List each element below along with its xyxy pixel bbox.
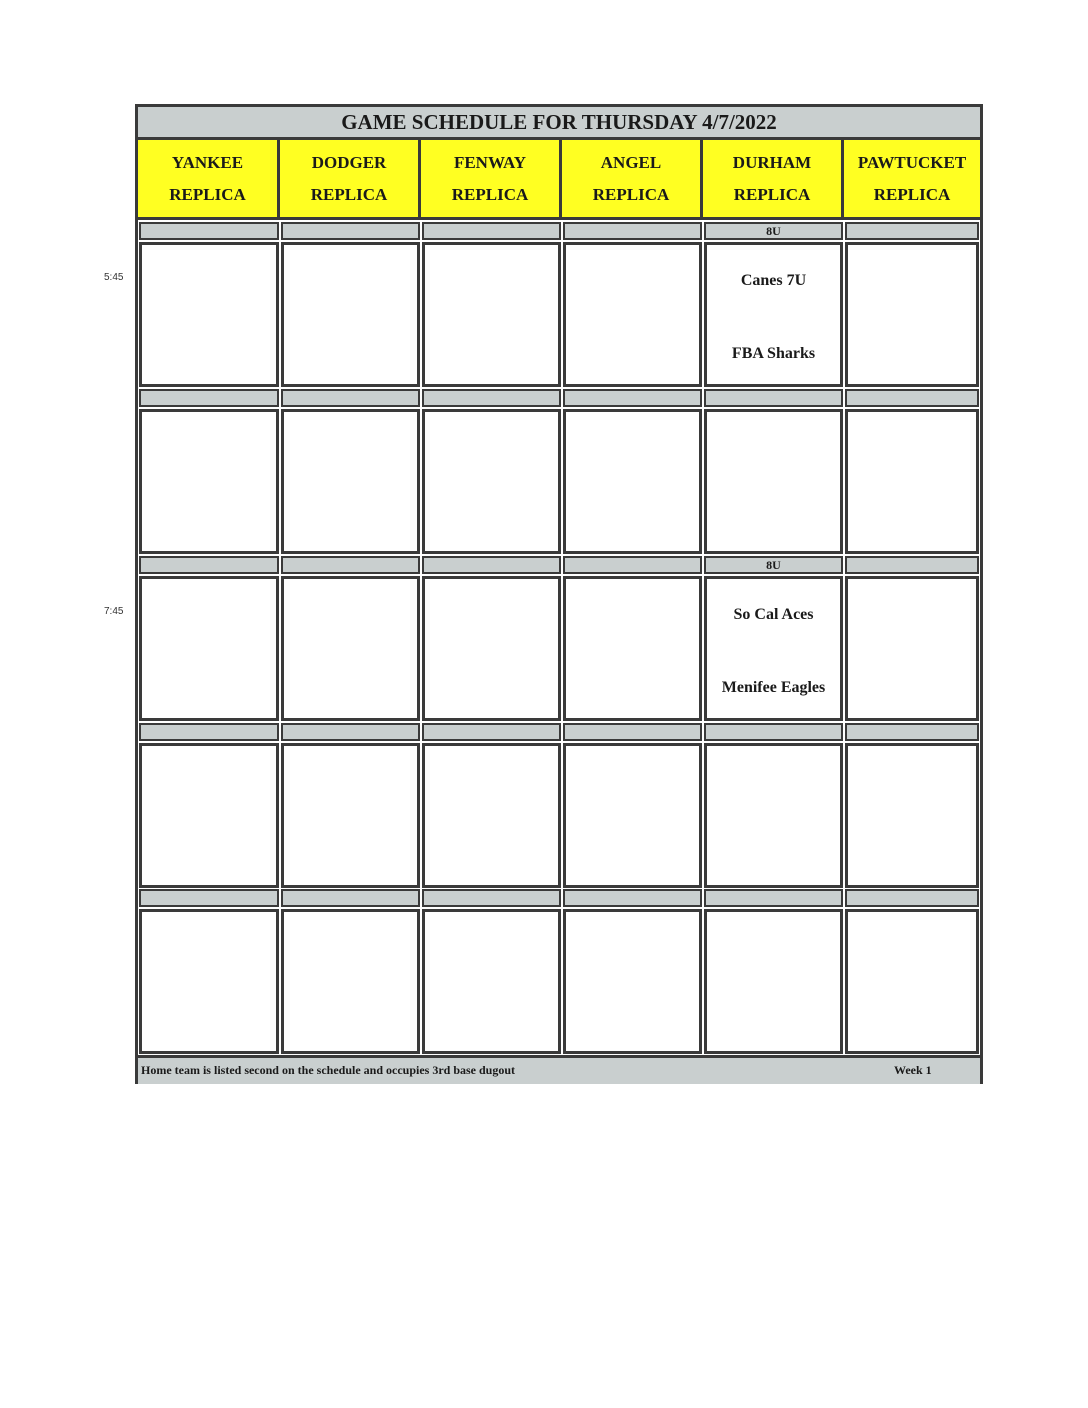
field-header-dodger bbox=[280, 140, 421, 220]
away-team: Canes 7U bbox=[740, 272, 807, 289]
division-band bbox=[563, 389, 702, 407]
division-band bbox=[563, 723, 702, 741]
division-band bbox=[563, 222, 702, 240]
division-band bbox=[139, 222, 279, 240]
division-band bbox=[422, 222, 561, 240]
game-cell bbox=[845, 743, 979, 888]
game-cell bbox=[281, 576, 420, 721]
field-header-yankee bbox=[138, 140, 280, 220]
footer-note: Home team is listed second on the schedule and occupies 3rd base dugout bbox=[141, 1063, 516, 1077]
game-cell bbox=[845, 576, 979, 721]
field-header-fenway bbox=[421, 140, 562, 220]
division-band bbox=[563, 556, 702, 574]
game-cell bbox=[704, 909, 843, 1054]
game-cell bbox=[281, 409, 420, 554]
field-subtitle: REPLICA bbox=[451, 185, 529, 204]
field-subtitle: REPLICA bbox=[733, 185, 811, 204]
division-band bbox=[422, 889, 561, 907]
game-cell bbox=[422, 909, 561, 1054]
field-header-angel bbox=[562, 140, 703, 220]
away-team: So Cal Aces bbox=[733, 606, 814, 623]
schedule-footer bbox=[138, 1055, 980, 1084]
game-cell bbox=[563, 242, 702, 387]
division-band bbox=[845, 389, 979, 407]
week-label: Week 1 bbox=[894, 1063, 932, 1077]
division-band: 8U bbox=[704, 222, 843, 240]
game-cell bbox=[139, 242, 279, 387]
field-name: DODGER bbox=[311, 153, 387, 172]
division-band bbox=[139, 889, 279, 907]
game-cell bbox=[281, 743, 420, 888]
game-cell bbox=[422, 242, 561, 387]
game-cell bbox=[704, 409, 843, 554]
game-cell bbox=[845, 409, 979, 554]
division-band bbox=[281, 889, 420, 907]
schedule-title: GAME SCHEDULE FOR THURSDAY 4/7/2022 bbox=[138, 107, 980, 140]
game-cell bbox=[422, 743, 561, 888]
division-band bbox=[281, 723, 420, 741]
field-subtitle: REPLICA bbox=[873, 185, 951, 204]
division-band: 8U bbox=[704, 556, 843, 574]
game-cell bbox=[281, 242, 420, 387]
game-cell bbox=[139, 576, 279, 721]
field-subtitle: REPLICA bbox=[169, 185, 246, 204]
game-cell bbox=[563, 743, 702, 888]
game-cell bbox=[422, 576, 561, 721]
division-band bbox=[704, 889, 843, 907]
game-cell bbox=[139, 909, 279, 1054]
game-cell bbox=[139, 743, 279, 888]
game-cell bbox=[563, 409, 702, 554]
division-band bbox=[422, 556, 561, 574]
division-band bbox=[139, 556, 279, 574]
schedule-sheet bbox=[135, 104, 983, 1084]
field-header-durham bbox=[703, 140, 844, 220]
division-band bbox=[281, 556, 420, 574]
division-band bbox=[845, 556, 979, 574]
game-cell bbox=[845, 242, 979, 387]
time-label-2: 7:45 bbox=[104, 606, 124, 617]
division-band bbox=[139, 723, 279, 741]
division-band bbox=[281, 222, 420, 240]
field-name: DURHAM bbox=[732, 153, 812, 172]
division-band bbox=[845, 889, 979, 907]
division-band bbox=[845, 723, 979, 741]
division-band bbox=[704, 723, 843, 741]
game-cell bbox=[563, 909, 702, 1054]
division-band bbox=[281, 389, 420, 407]
field-header-pawtucket bbox=[844, 140, 980, 220]
game-cell bbox=[422, 409, 561, 554]
home-team: FBA Sharks bbox=[731, 345, 816, 362]
game-cell bbox=[704, 743, 843, 888]
division-band bbox=[704, 389, 843, 407]
game-cell bbox=[704, 242, 843, 387]
division-band bbox=[845, 222, 979, 240]
field-name: FENWAY bbox=[453, 153, 527, 172]
home-team: Menifee Eagles bbox=[721, 679, 826, 696]
division-band bbox=[139, 389, 279, 407]
field-subtitle: REPLICA bbox=[592, 185, 670, 204]
division-band bbox=[422, 723, 561, 741]
field-name: YANKEE bbox=[171, 153, 244, 172]
time-label-1: 5:45 bbox=[104, 272, 124, 283]
field-subtitle: REPLICA bbox=[310, 185, 388, 204]
game-cell bbox=[845, 909, 979, 1054]
game-cell bbox=[139, 409, 279, 554]
field-name: ANGEL bbox=[600, 153, 662, 172]
game-cell bbox=[281, 909, 420, 1054]
game-cell bbox=[704, 576, 843, 721]
field-name: PAWTUCKET bbox=[857, 153, 967, 172]
game-cell bbox=[563, 576, 702, 721]
division-band bbox=[563, 889, 702, 907]
division-band bbox=[422, 389, 561, 407]
